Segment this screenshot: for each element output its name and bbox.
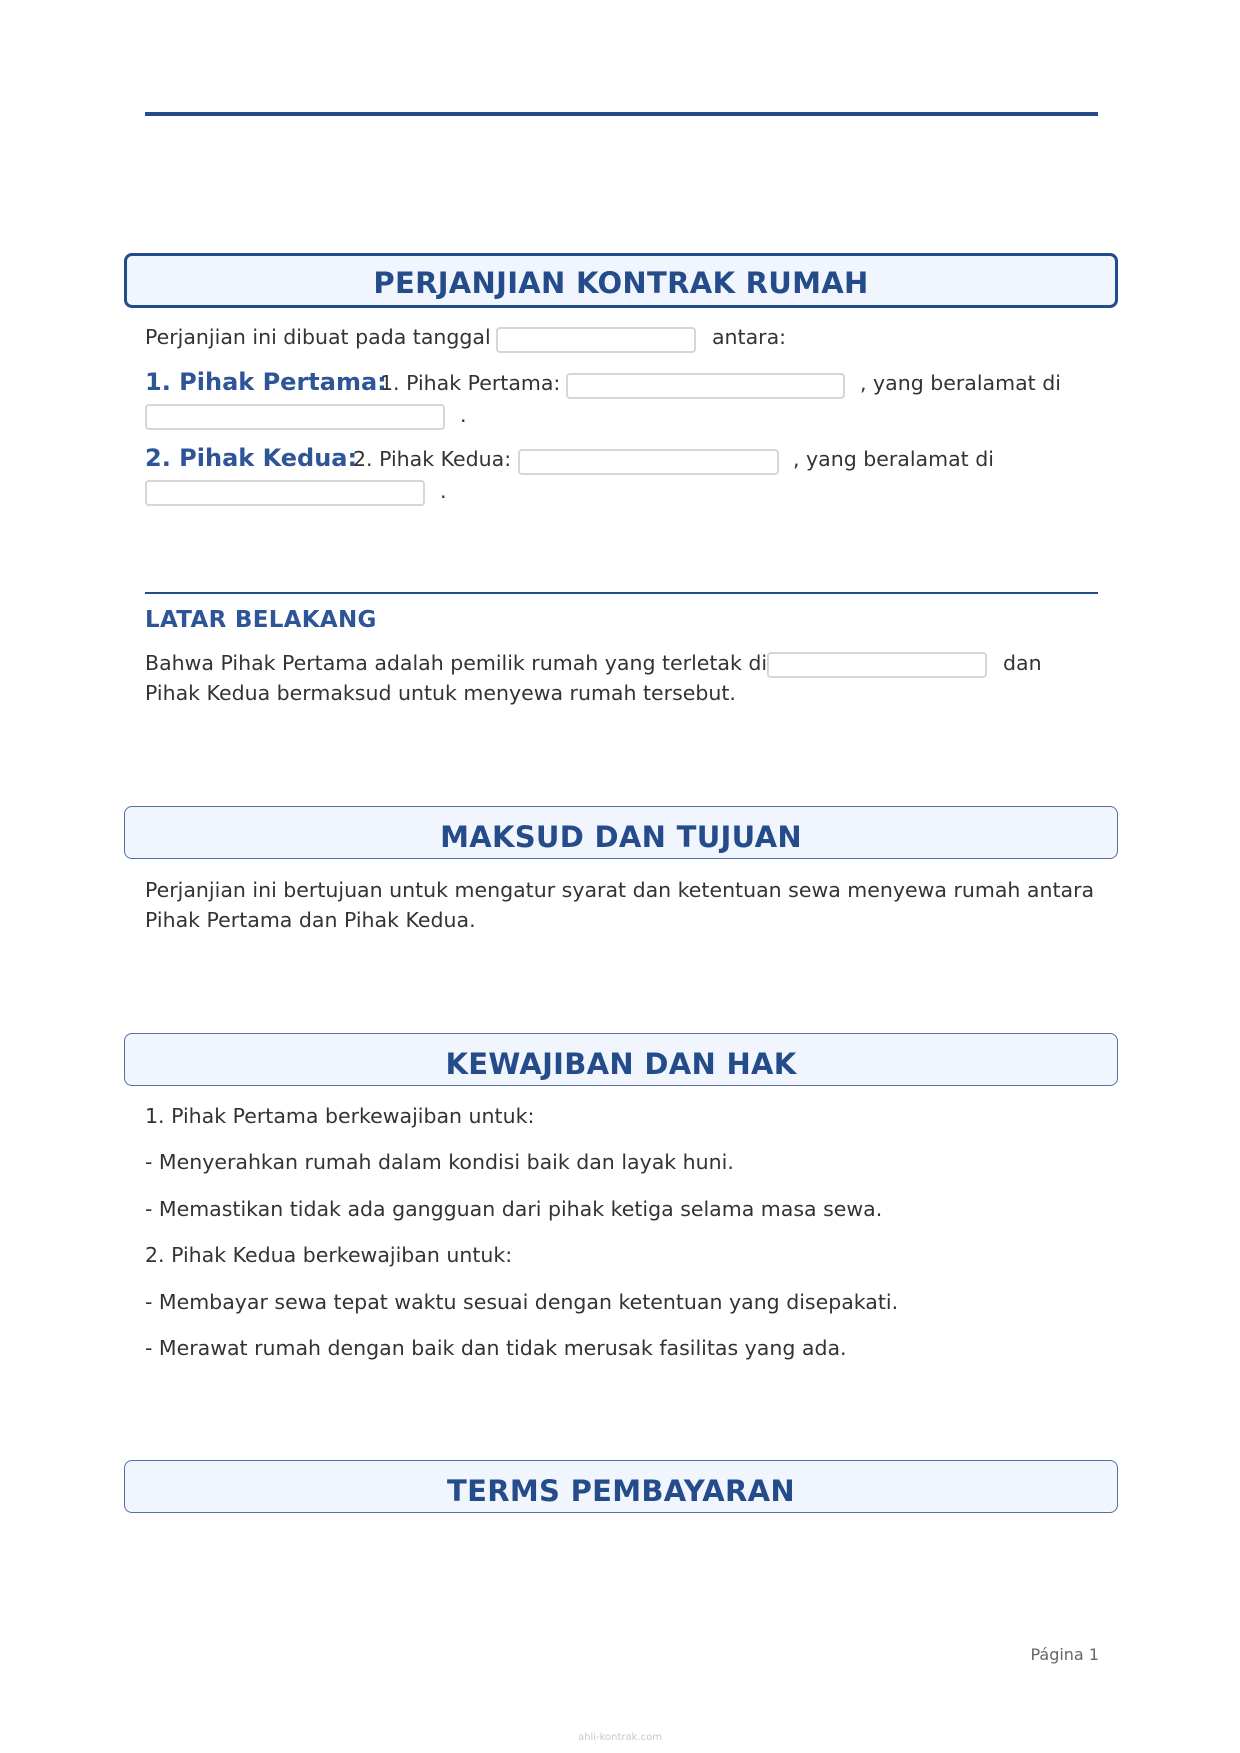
background-heading: LATAR BELAKANG [145, 607, 377, 633]
first-party-label: 1. Pihak Pertama: [380, 371, 561, 395]
first-party-heading: 1. Pihak Pertama: [145, 368, 387, 396]
obligation-line: - Menyerahkan rumah dalam kondisi baik dan layak huni. [145, 1150, 734, 1174]
background-line-2: Pihak Kedua bermaksud untuk menyewa rumah tersebut. [145, 681, 736, 705]
footer-watermark: ahli-kontrak.com [577, 1732, 662, 1743]
obligation-line: - Merawat rumah dengan baik dan tidak merusak fasilitas yang ada. [145, 1336, 847, 1360]
purpose-heading: MAKSUD DAN TUJUAN [124, 806, 1118, 859]
obligations-heading: KEWAJIBAN DAN HAK [124, 1033, 1118, 1086]
first-party-address-field[interactable] [145, 404, 445, 430]
first-party-period: . [460, 403, 467, 427]
background-line-1: Bahwa Pihak Pertama adalah pemilik rumah yang terletak di [145, 651, 768, 675]
intro-text: Perjanjian ini dibuat pada tanggal [145, 325, 491, 349]
purpose-line-1: Perjanjian ini bertujuan untuk mengatur syarat dan ketentuan sewa menyewa rumah antara [145, 878, 1095, 902]
intro-text-end: antara: [712, 325, 787, 349]
second-party-name-field[interactable] [518, 449, 779, 475]
background-divider [145, 592, 1098, 594]
payment-heading: TERMS PEMBAYARAN [124, 1460, 1118, 1513]
second-party-heading: 2. Pihak Kedua: [145, 444, 358, 472]
obligation-line: 1. Pihak Pertama berkewajiban untuk: [145, 1104, 535, 1128]
first-party-name-field[interactable] [566, 373, 845, 399]
first-party-address-text: , yang beralamat di [860, 371, 1061, 395]
page-number: Página 1 [1030, 1645, 1099, 1664]
purpose-line-2: Pihak Pertama dan Pihak Kedua. [145, 908, 476, 932]
second-party-address-text: , yang beralamat di [793, 447, 994, 471]
second-party-address-field[interactable] [145, 480, 425, 506]
background-line-1-end: dan [1003, 651, 1042, 675]
date-field[interactable] [496, 327, 696, 353]
obligation-line: 2. Pihak Kedua berkewajiban untuk: [145, 1243, 513, 1267]
obligation-line: - Membayar sewa tepat waktu sesuai dengan ketentuan yang disepakati. [145, 1290, 899, 1314]
obligation-line: - Memastikan tidak ada gangguan dari pihak ketiga selama masa sewa. [145, 1197, 883, 1221]
house-location-field[interactable] [767, 652, 987, 678]
top-divider [145, 112, 1098, 116]
second-party-period: . [440, 479, 447, 503]
document-title: PERJANJIAN KONTRAK RUMAH [124, 253, 1118, 308]
second-party-label: 2. Pihak Kedua: [353, 447, 512, 471]
